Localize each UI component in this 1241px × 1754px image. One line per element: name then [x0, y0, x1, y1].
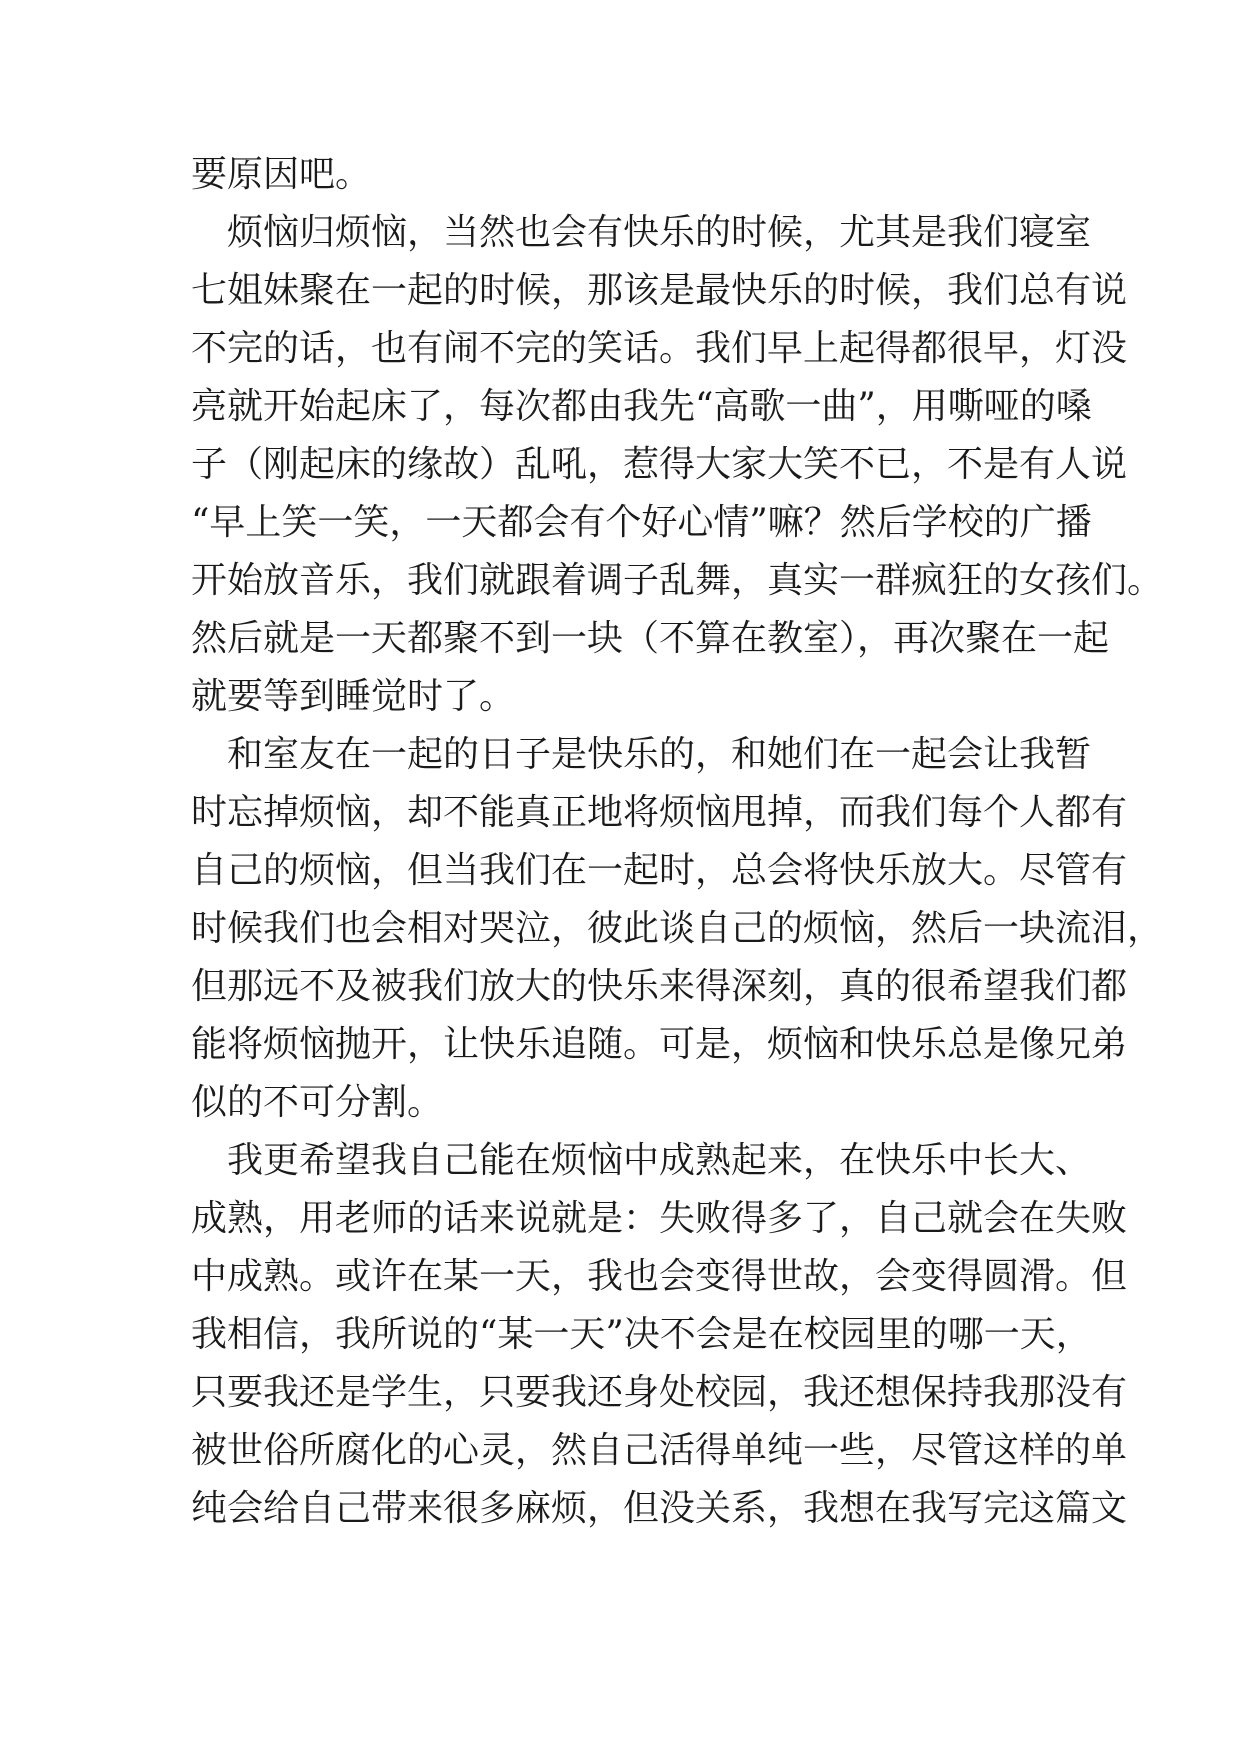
- text-line: 开始放音乐，我们就跟着调子乱舞，真实一群疯狂的女孩们。: [191, 560, 1164, 601]
- text-line: 亮就开始起床了，每次都由我先“高歌一曲”，用嘶哑的嗓: [191, 386, 1092, 427]
- text-line: 时忘掉烦恼，却不能真正地将烦恼甩掉，而我们每个人都有: [191, 792, 1128, 833]
- text-line: 我更希望我自己能在烦恼中成熟起来，在快乐中长大、: [191, 1140, 1092, 1181]
- text-line: 不完的话，也有闹不完的笑话。我们早上起得都很早，灯没: [191, 328, 1128, 369]
- text-line: 成熟，用老师的话来说就是：失败得多了，自己就会在失败: [191, 1198, 1128, 1239]
- text-line: 就要等到睡觉时了。: [191, 676, 516, 717]
- text-line: 只要我还是学生，只要我还身处校园，我还想保持我那没有: [191, 1372, 1128, 1413]
- text-line: 子（刚起床的缘故）乱吼，惹得大家大笑不已，不是有人说: [191, 444, 1128, 485]
- text-line: 自己的烦恼，但当我们在一起时，总会将快乐放大。尽管有: [191, 850, 1128, 891]
- text-line: “早上笑一笑，一天都会有个好心情”嘛？然后学校的广播: [191, 502, 1092, 543]
- text-line: 被世俗所腐化的心灵，然自己活得单纯一些，尽管这样的单: [191, 1430, 1128, 1471]
- text-line: 时候我们也会相对哭泣，彼此谈自己的烦恼，然后一块流泪，: [191, 908, 1164, 949]
- text-line: 中成熟。或许在某一天，我也会变得世故，会变得圆滑。但: [191, 1256, 1128, 1297]
- body-text: [191, 146, 1164, 1538]
- text-line: 能将烦恼抛开，让快乐追随。可是，烦恼和快乐总是像兄弟: [191, 1024, 1128, 1065]
- text-line: 纯会给自己带来很多麻烦，但没关系，我想在我写完这篇文: [191, 1488, 1128, 1529]
- text-line: 和室友在一起的日子是快乐的，和她们在一起会让我暂: [191, 734, 1092, 775]
- text-line: 七姐妹聚在一起的时候，那该是最快乐的时候，我们总有说: [191, 270, 1128, 311]
- text-line: 我相信，我所说的“某一天”决不会是在校园里的哪一天，: [191, 1314, 1092, 1355]
- text-line: 但那远不及被我们放大的快乐来得深刻，真的很希望我们都: [191, 966, 1128, 1007]
- text-line: 要原因吧。: [191, 154, 372, 195]
- text-line: 然后就是一天都聚不到一块（不算在教室），再次聚在一起: [191, 618, 1110, 659]
- text-line: 似的不可分割。: [191, 1082, 444, 1123]
- text-line: 烦恼归烦恼，当然也会有快乐的时候，尤其是我们寝室: [191, 212, 1092, 253]
